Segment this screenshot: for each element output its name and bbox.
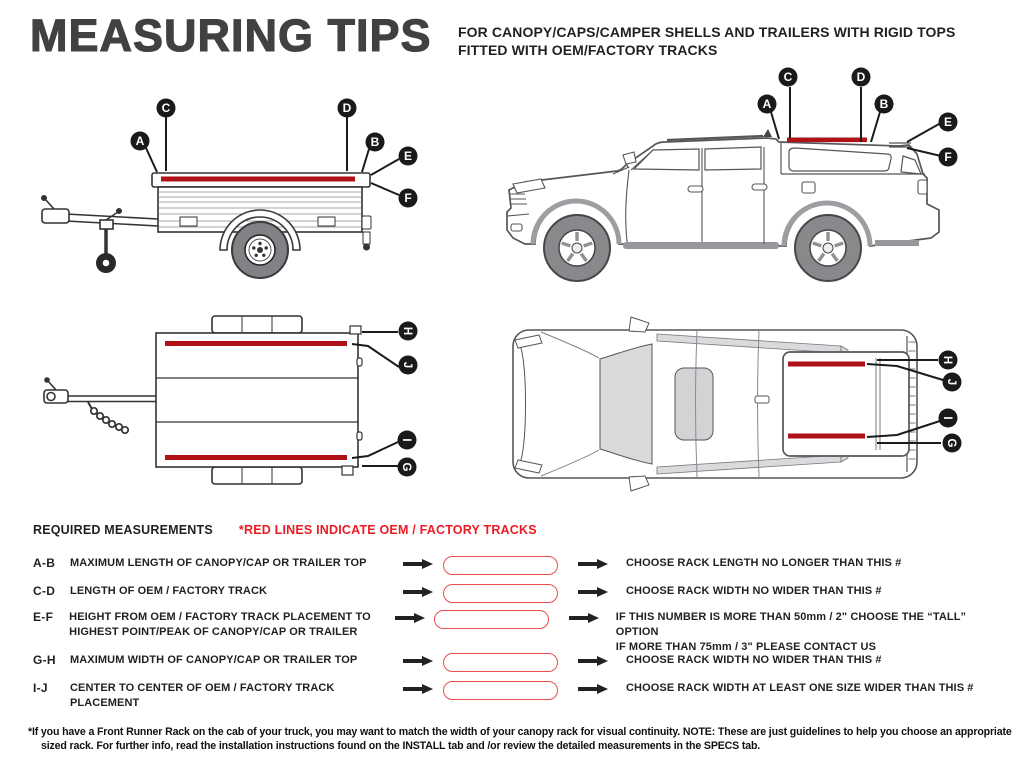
trailer-drawbar	[44, 378, 156, 433]
svg-text:H: H	[401, 326, 413, 336]
callout-badge-a	[758, 95, 777, 114]
oem-track-line	[165, 341, 347, 346]
arrow-right-icon	[578, 684, 614, 694]
callout-badge-h	[399, 322, 418, 341]
svg-text:B: B	[370, 135, 380, 150]
required-measurements-header	[33, 523, 537, 537]
svg-text:E: E	[943, 115, 953, 130]
trailer-drawbar	[42, 196, 158, 254]
callout-leader-lines	[352, 332, 399, 466]
svg-text:F: F	[404, 191, 412, 206]
oem-track-line	[165, 455, 347, 460]
trailer-side-view-diagram	[30, 88, 450, 303]
page-title: MEASURING TIPS	[30, 10, 432, 61]
measurement-description: MAXIMUM WIDTH OF CANOPY/CAP OR TRAILER TOP	[70, 654, 358, 666]
callout-badge-e	[939, 113, 958, 132]
callout-badge-f	[939, 148, 958, 167]
measurement-row-ab	[33, 556, 1003, 575]
oem-track-line	[788, 362, 865, 367]
measurement-row-ij	[33, 681, 1003, 711]
trailer-body-top	[156, 333, 358, 467]
svg-text:D: D	[342, 101, 352, 116]
callout-badge-i	[398, 431, 417, 450]
footnote-line-2: sized rack. For further info, read the installation instructions found on the INSTALL tab and /or review the detailed measurements in the SPECS tab.	[41, 739, 761, 752]
measurement-input-ab[interactable]	[443, 556, 558, 575]
measurement-description: LENGTH OF OEM / FACTORY TRACK	[70, 585, 268, 597]
arrow-right-icon	[578, 559, 614, 569]
measurement-code: I-J	[33, 681, 48, 695]
oem-track-line	[788, 434, 865, 439]
callout-badge-b	[875, 95, 894, 114]
rear-wheel	[795, 215, 861, 281]
svg-text:I: I	[941, 416, 953, 420]
measurement-input-cd[interactable]	[443, 584, 558, 603]
arrow-right-icon	[578, 656, 614, 666]
oem-track-line	[161, 177, 355, 182]
callout-badge-e	[399, 147, 418, 166]
measurement-row-gh	[33, 653, 1003, 672]
arrow-right-icon	[578, 587, 614, 597]
svg-text:C: C	[783, 70, 793, 85]
svg-text:J: J	[945, 378, 957, 386]
measurement-row-cd	[33, 584, 1003, 603]
callout-badge-a	[131, 132, 150, 151]
svg-text:G: G	[945, 438, 957, 448]
svg-text:C: C	[161, 101, 171, 116]
callout-badge-h	[939, 351, 958, 370]
callout-badge-g	[943, 434, 962, 453]
trailer-top-view-diagram	[38, 312, 458, 508]
running-board	[623, 242, 779, 249]
callout-badge-d	[338, 99, 357, 118]
measurement-input-ef[interactable]	[434, 610, 549, 629]
arrow-right-icon	[403, 656, 443, 666]
arrow-right-icon	[403, 587, 443, 597]
measurement-instruction: CHOOSE RACK WIDTH AT LEAST ONE SIZE WIDER THAN THIS #	[626, 682, 974, 694]
footnote	[28, 726, 1012, 753]
svg-text:F: F	[944, 150, 952, 165]
callout-badge-g	[398, 458, 417, 477]
svg-text:A: A	[762, 97, 772, 112]
truck-with-canopy-top-view-diagram	[505, 312, 965, 508]
callout-badge-d	[852, 68, 871, 87]
arrow-right-icon	[569, 613, 604, 623]
callout-badge-f	[399, 189, 418, 208]
measurement-code: A-B	[33, 556, 56, 570]
measurement-row-ef	[33, 610, 1003, 655]
measurement-instruction: CHOOSE RACK WIDTH NO WIDER THAN THIS #	[626, 585, 882, 597]
measurement-description: CENTER TO CENTER OF OEM / FACTORY TRACK PLACEMENT	[70, 682, 335, 709]
measurement-code: E-F	[33, 610, 54, 624]
arrow-right-icon	[403, 559, 443, 569]
required-measurements-label: REQUIRED MEASUREMENTS	[33, 523, 213, 537]
safety-chains	[91, 408, 128, 433]
callout-badge-i	[939, 409, 958, 428]
measurement-input-gh[interactable]	[443, 653, 558, 672]
callout-badge-c	[157, 99, 176, 118]
subtitle-line-2: FITTED WITH OEM/FACTORY TRACKS	[458, 42, 718, 58]
measurement-description: HEIGHT FROM OEM / FACTORY TRACK PLACEMENT TO HIGHEST POINT/PEAK OF CANOPY/CAP OR TRAILER	[69, 611, 371, 638]
svg-text:J: J	[401, 361, 413, 369]
measurement-description: MAXIMUM LENGTH OF CANOPY/CAP OR TRAILER TOP	[70, 557, 367, 569]
canopy-top	[783, 352, 909, 456]
measurement-input-ij[interactable]	[443, 681, 558, 700]
svg-text:D: D	[856, 70, 866, 85]
svg-text:G: G	[400, 462, 412, 472]
svg-text:B: B	[879, 97, 889, 112]
svg-text:A: A	[135, 134, 145, 149]
measurement-instruction: CHOOSE RACK LENGTH NO LONGER THAN THIS #	[626, 557, 902, 569]
svg-text:H: H	[941, 355, 953, 365]
footnote-line-1: *If you have a Front Runner Rack on the cab of your truck, you may want to match the width of your canopy rack for visual continuity. NOTE: These are just guidelines to help you choose an appropriate	[28, 726, 1012, 738]
oem-track-line	[787, 138, 867, 143]
callout-badge-j	[399, 356, 418, 375]
page-subtitle	[458, 23, 955, 59]
red-lines-note: *RED LINES INDICATE OEM / FACTORY TRACKS	[238, 523, 537, 537]
svg-text:I: I	[400, 438, 412, 442]
subtitle-line-1: FOR CANOPY/CAPS/CAMPER SHELLS AND TRAILERS WITH RIGID TOPS	[458, 24, 956, 40]
measurement-instruction: CHOOSE RACK WIDTH NO WIDER THAN THIS #	[626, 654, 882, 666]
svg-text:E: E	[403, 149, 413, 164]
measurement-instruction: IF THIS NUMBER IS MORE THAN 50mm / 2" CHOOSE THE “TALL” OPTION IF MORE THAN 75mm / 3" PLEASE CONTACT US	[615, 611, 967, 653]
callout-badge-c	[779, 68, 798, 87]
measurement-code: C-D	[33, 584, 56, 598]
truck-with-canopy-side-view-diagram	[495, 62, 970, 300]
measurement-code: G-H	[33, 653, 56, 667]
callout-badge-j	[943, 373, 962, 392]
front-wheel	[544, 215, 610, 281]
callout-badge-b	[366, 133, 385, 152]
arrow-right-icon	[403, 684, 443, 694]
trailer-wheel	[232, 222, 288, 278]
arrow-right-icon	[395, 613, 434, 623]
